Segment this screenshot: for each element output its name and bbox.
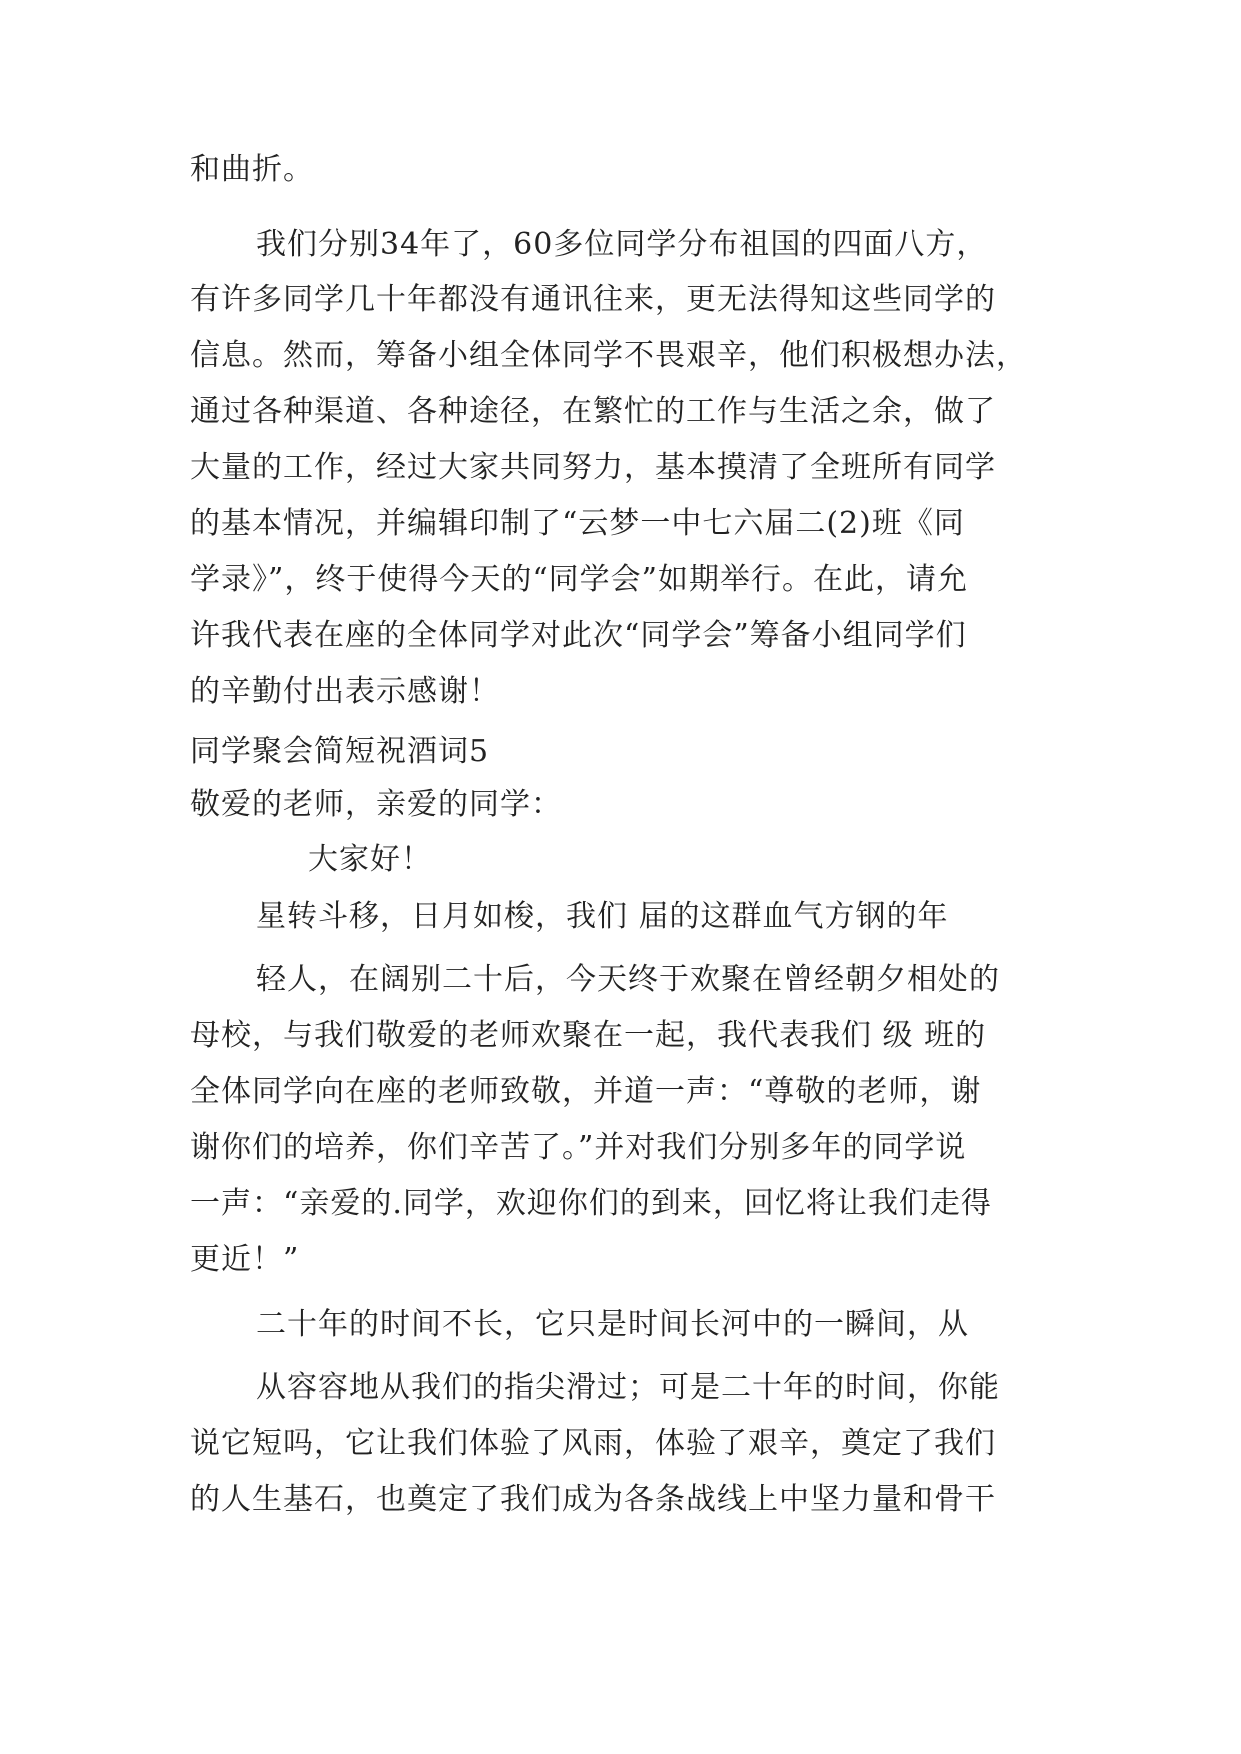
- text-line: 更近！”: [190, 1242, 300, 1277]
- text-line: 许我代表在座的全体同学对此次“同学会”筹备小组同学们: [190, 618, 967, 653]
- text-line: 谢你们的培养，你们辛苦了。”并对我们分别多年的同学说: [190, 1130, 967, 1165]
- text-line: 说它短吗，它让我们体验了风雨，体验了艰辛，奠定了我们: [190, 1426, 996, 1461]
- text-line: 的人生基石，也奠定了我们成为各条战线上中坚力量和骨干: [190, 1482, 996, 1517]
- text-line: 二十年的时间不长，它只是时间长河中的一瞬间，从: [256, 1307, 969, 1342]
- text-line: 星转斗移，日月如梭，我们 届的这群血气方钢的年: [256, 899, 949, 934]
- text-line: 学录》”，终于使得今天的“同学会”如期举行。在此，请允: [190, 562, 969, 597]
- text-line: 大量的工作，经过大家共同努力，基本摸清了全班所有同学: [190, 450, 996, 485]
- text-line: 全体同学向在座的老师致敬，并道一声：“尊敬的老师，谢: [190, 1074, 982, 1109]
- text-line: 轻人，在阔别二十后，今天终于欢聚在曾经朝夕相处的: [256, 962, 1000, 997]
- text-line: 和曲折。: [190, 152, 314, 187]
- text-line: 信息。然而，筹备小组全体同学不畏艰辛，他们积极想办法，: [190, 338, 1027, 373]
- greeting: 大家好！: [308, 842, 432, 877]
- text-line: 从容容地从我们的指尖滑过；可是二十年的时间，你能: [256, 1370, 1000, 1405]
- text-line: 有许多同学几十年都没有通讯往来，更无法得知这些同学的: [190, 282, 996, 317]
- text-line: 的辛勤付出表示感谢！: [190, 674, 500, 709]
- section-heading: 同学聚会简短祝酒词5: [190, 734, 490, 769]
- text-line: 母校，与我们敬爱的老师欢聚在一起，我代表我们 级 班的: [190, 1018, 987, 1053]
- text-line: 的基本情况，并编辑印制了“云梦一中七六届二(2)班《同: [190, 506, 965, 541]
- salutation: 敬爱的老师，亲爱的同学：: [190, 787, 562, 822]
- text-line: 我们分别34年了，60多位同学分布祖国的四面八方，: [256, 227, 988, 262]
- text-line: 一声：“亲爱的.同学，欢迎你们的到来，回忆将让我们走得: [190, 1186, 992, 1221]
- text-line: 通过各种渠道、各种途径，在繁忙的工作与生活之余，做了: [190, 394, 996, 429]
